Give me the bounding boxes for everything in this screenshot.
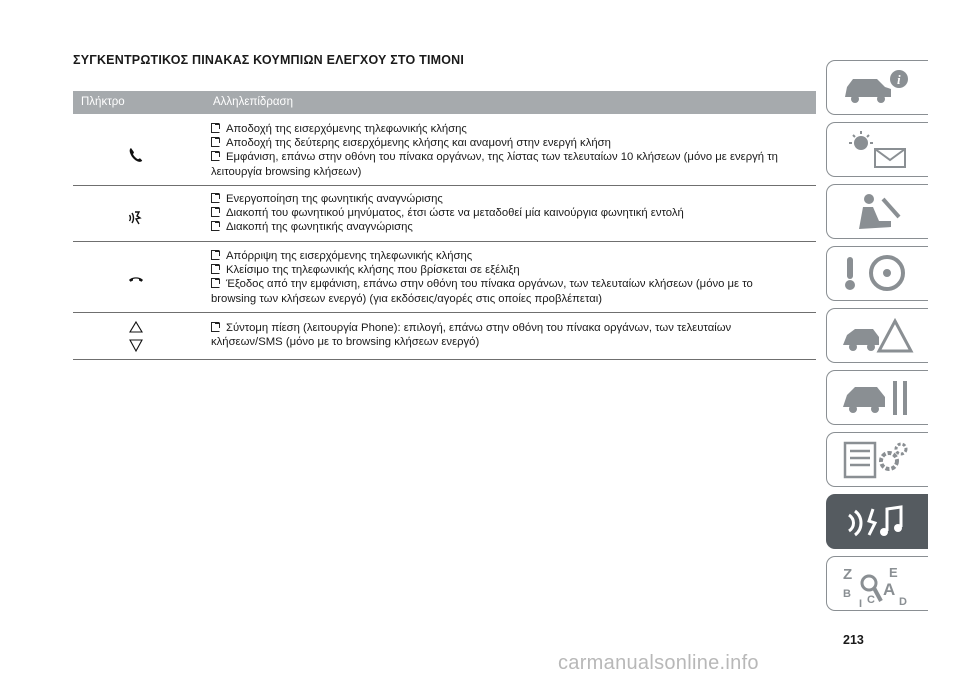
svg-text:i: i <box>897 72 901 87</box>
specifications-gears-icon <box>839 439 919 481</box>
table-row <box>73 312 816 360</box>
row-text: Απόρριψη της εισερχόμενης τηλεφωνικής κλήσης <box>226 250 473 262</box>
phone-handset-icon <box>125 144 147 166</box>
row-text: Αποδοχή της δεύτερης εισερχόμενης κλήσης και αναμονή στην ενεργή κλήση <box>226 137 611 150</box>
tab-maintenance[interactable] <box>826 370 928 425</box>
row-text: Έξοδος από την εμφάνιση, επάνω στην οθόνη του πίνακα οργάνων, των τελευταίων κλήσεων (μόνο με το <box>226 278 753 291</box>
table-header <box>73 91 816 114</box>
row-text: Αποδοχή της εισερχόμενης τηλεφωνικής κλήσης <box>226 123 467 135</box>
header-interaction: Αλληλεπίδραση <box>213 96 294 108</box>
table-row <box>73 185 816 242</box>
svg-text:D: D <box>899 596 907 608</box>
row-text: browsing των κλήσεων ενεργό) (για εκδόσεις/αγορές στις οποίες προβλέπεται) <box>211 292 603 305</box>
watermark: carmanualsonline.info <box>558 652 759 674</box>
tab-car-info[interactable] <box>826 60 928 115</box>
tab-multimedia[interactable] <box>826 494 928 549</box>
page-title: ΣΥΓΚΕΝΤΡΩΤΙΚΟΣ ΠΙΝΑΚΑΣ ΚΟΥΜΠΙΩΝ ΕΛΕΓΧΟΥ ΣΤΟ ΤΙΜΟΝΙ <box>73 53 465 67</box>
car-info-icon <box>839 67 919 109</box>
row-text: Σύντομη πίεση (λειτουργία Phone): επιλογή, επάνω στην οθόνη του πίνακα οργάνων, των τελευταίων <box>226 322 732 334</box>
up-down-arrows-icon <box>125 320 147 354</box>
alphabetical-index-icon <box>839 563 919 609</box>
hang-up-icon <box>125 268 147 290</box>
row-text: Ενεργοποίηση της φωνητικής αναγνώρισης <box>226 193 443 205</box>
row-text: Διακοπή του φωνητικού μηνύματος, έτσι ώστε να μεταδοθεί μία καινούργια φωνητική εντολή <box>226 207 684 220</box>
key-steering-wheel-icon <box>839 253 919 295</box>
multimedia-music-icon <box>839 501 919 543</box>
svg-text:B: B <box>843 588 851 600</box>
table-row <box>73 241 816 313</box>
chapter-tabs <box>826 60 928 615</box>
tab-emergency[interactable] <box>826 308 928 363</box>
tab-specifications[interactable] <box>826 432 928 487</box>
row-text: Διακοπή της φωνητικής αναγνώρισης <box>226 221 413 234</box>
warning-lights-message-icon <box>839 129 919 171</box>
row-text: Εμφάνιση, επάνω στην οθόνη του πίνακα οργάνων, της λίστας των τελευταίων 10 κλήσεων (μόνο με ενεργή τη <box>226 151 778 164</box>
tab-starting-driving[interactable] <box>826 246 928 301</box>
svg-text:A: A <box>883 580 896 599</box>
tab-safety[interactable] <box>826 184 928 239</box>
tab-warning-lights[interactable] <box>826 122 928 177</box>
row-text: λειτουργία browsing κλήσεων) <box>211 165 362 178</box>
svg-text:I: I <box>859 598 863 609</box>
row-text: Κλείσιμο της τηλεφωνικής κλήσης που βρίσκεται σε εξέλιξη <box>226 264 520 277</box>
page-number: 213 <box>843 633 864 647</box>
car-service-tools-icon <box>839 377 919 419</box>
svg-text:C: C <box>867 594 875 606</box>
row-text: κλήσεων/SMS (μόνο με το browsing κλήσεων ενεργό) <box>211 336 480 349</box>
tab-index[interactable] <box>826 556 928 611</box>
table-row <box>73 114 816 186</box>
car-warning-triangle-icon <box>839 315 919 357</box>
svg-text:E: E <box>889 565 898 580</box>
voice-recognition-icon <box>125 207 147 229</box>
svg-text:Z: Z <box>843 566 853 583</box>
seat-airbag-icon <box>839 191 919 233</box>
header-key: Πλήκτρο <box>81 96 125 108</box>
